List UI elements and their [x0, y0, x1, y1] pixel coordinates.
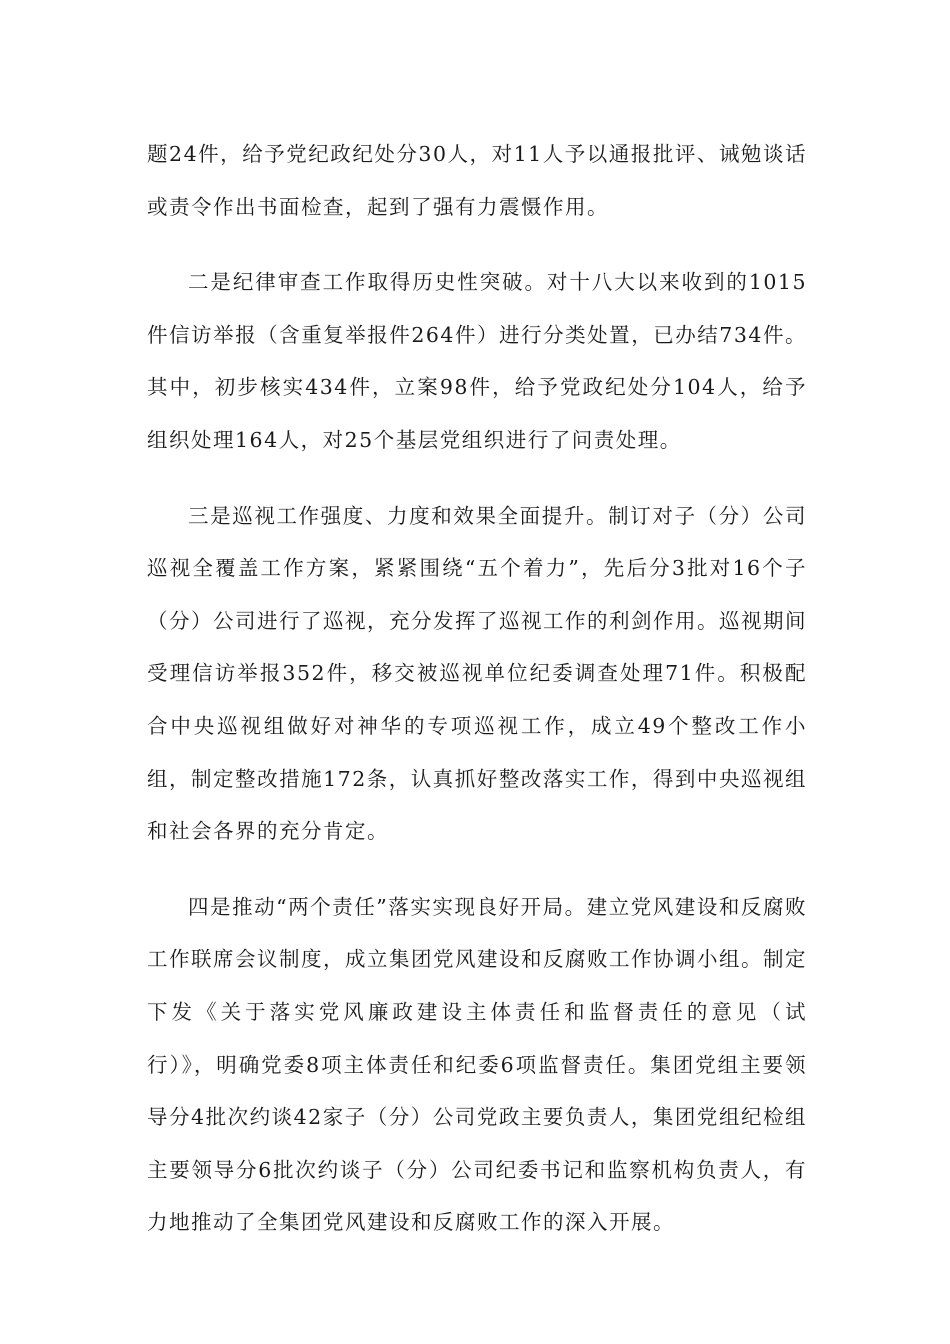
paragraph-continuation: 题24件，给予党纪政纪处分30人，对11人予以通报批评、诫勉谈话或责令作出书面检查，起到了强有力震慑作用。	[147, 142, 807, 219]
paragraph-inspection-work: 三是巡视工作强度、力度和效果全面提升。制订对子（分）公司巡视全覆盖工作方案，紧紧围绕“五个着力”，先后分3批对16个子（分）公司进行了巡视，充分发挥了巡视工作的利剑作用。巡视期间受理信访举报352件，移交被巡视单位纪委调查处理71件。积极配合中央巡视组做好对神华的专项巡视工作，成立49个整改工作小组，制定整改措施172条，认真抓好整改落实工作，得到中央巡视组和社会各界的充分肯定。	[147, 503, 807, 844]
paragraph-two-responsibilities: 四是推动“两个责任”落实实现良好开局。建立党风建设和反腐败工作联席会议制度，成立集团党风建设和反腐败工作协调小组。制定下发《关于落实党风廉政建设主体责任和监督责任的意见（试行）》，明确党委8项主体责任和纪委6项监督责任。集团党组主要领导分4批次约谈42家子（分）公司党政主要负责人，集团党组纪检组主要领导分6批次约谈子（分）公司纪委书记和监察机构负责人，有力地推动了全集团党风建设和反腐败工作的深入开展。	[147, 894, 807, 1235]
paragraph-discipline-review: 二是纪律审查工作取得历史性突破。对十八大以来收到的1015件信访举报（含重复举报件264件）进行分类处置，已办结734件。其中，初步核实434件，立案98件，给予党政纪处分104人，给予组织处理164人，对25个基层党组织进行了问责处理。	[147, 270, 807, 452]
document-body	[147, 128, 807, 1272]
